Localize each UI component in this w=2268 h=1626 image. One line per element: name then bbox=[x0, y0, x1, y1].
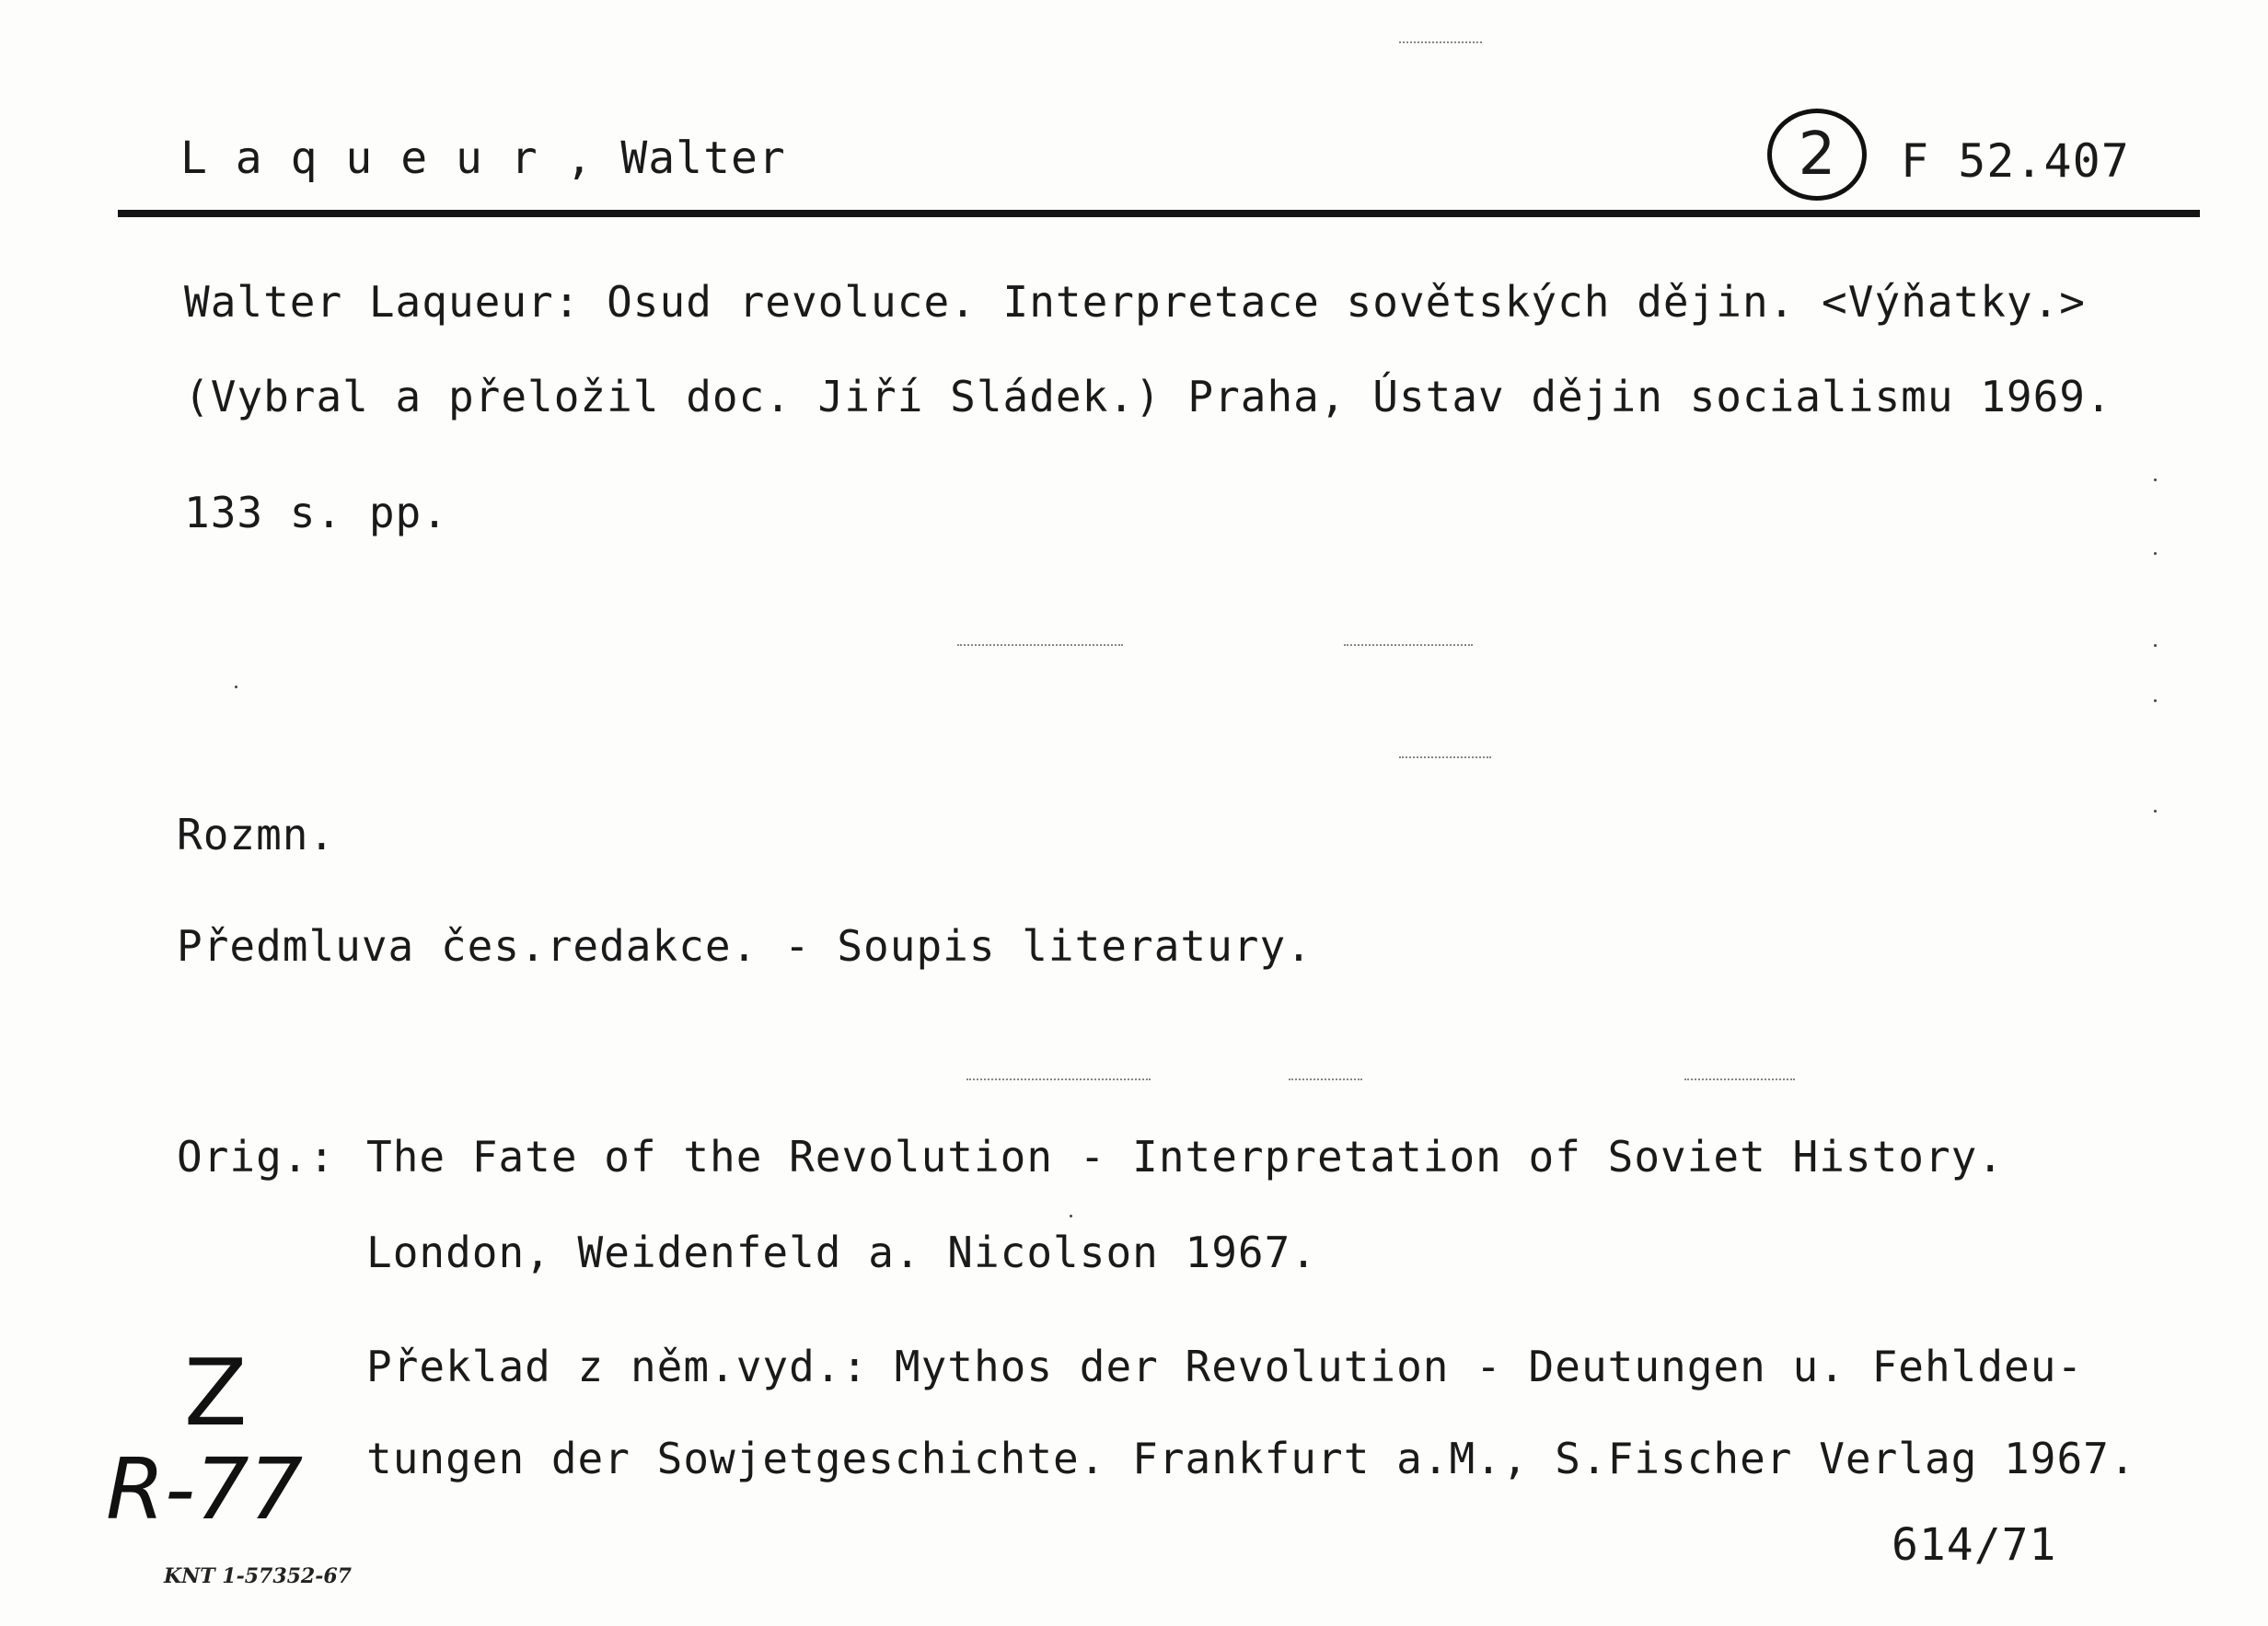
scan-speck bbox=[2154, 479, 2157, 481]
format-note: Rozmn. bbox=[177, 810, 336, 859]
title-line-1: Walter Laqueur: Osud revoluce. Interpretace sovětských dějin. <Výňatky.> bbox=[184, 277, 2086, 327]
pagination-line: 133 s. pp. bbox=[184, 488, 448, 537]
translation-line-2: tungen der Sowjetgeschichte. Frankfurt a.M., S.Fischer Verlag 1967. bbox=[366, 1434, 2136, 1483]
scan-artifact-line bbox=[957, 644, 1123, 648]
scan-artifact-line bbox=[1399, 756, 1491, 760]
scan-artifact-line bbox=[1289, 1078, 1362, 1082]
shelf-signature: F 52.407 bbox=[1901, 134, 2130, 188]
header-rule bbox=[118, 210, 2200, 217]
original-imprint-line: London, Weidenfeld a. Nicolson 1967. bbox=[366, 1228, 1317, 1277]
circled-number bbox=[1767, 109, 1867, 201]
original-title-line: The Fate of the Revolution - Interpretation of Soviet History. bbox=[366, 1132, 2005, 1182]
contents-note: Předmluva čes.redakce. - Soupis literatury. bbox=[177, 921, 1313, 971]
call-number: 614/71 bbox=[1892, 1519, 2057, 1571]
handwritten-z-mark: Z bbox=[184, 1339, 248, 1447]
scan-speck bbox=[2154, 644, 2157, 647]
scan-speck bbox=[235, 686, 237, 688]
original-label: Orig.: bbox=[177, 1132, 336, 1182]
title-line-2: (Vybral a přeložil doc. Jiří Sládek.) Praha, Ústav dějin socialismu 1969. bbox=[184, 372, 2112, 421]
handwritten-r-mark: R-77 bbox=[106, 1440, 304, 1539]
scan-artifact-line bbox=[1684, 1078, 1795, 1082]
scan-artifact-line bbox=[966, 1078, 1151, 1082]
scan-speck bbox=[2154, 810, 2157, 813]
scan-speck bbox=[2154, 552, 2157, 555]
scan-artifact-line bbox=[1399, 41, 1482, 45]
scan-artifact-line bbox=[1344, 644, 1473, 648]
scan-speck bbox=[1070, 1215, 1072, 1217]
circled-number-text: 2 bbox=[1798, 121, 1836, 189]
translation-line-1: Překlad z něm.vyd.: Mythos der Revolution - Deutungen u. Fehldeu- bbox=[366, 1342, 2084, 1391]
scan-speck bbox=[2154, 699, 2157, 702]
printer-imprint: KNT 1-57352-67 bbox=[164, 1564, 352, 1588]
author-heading: L a q u e u r , Walter bbox=[180, 133, 786, 184]
